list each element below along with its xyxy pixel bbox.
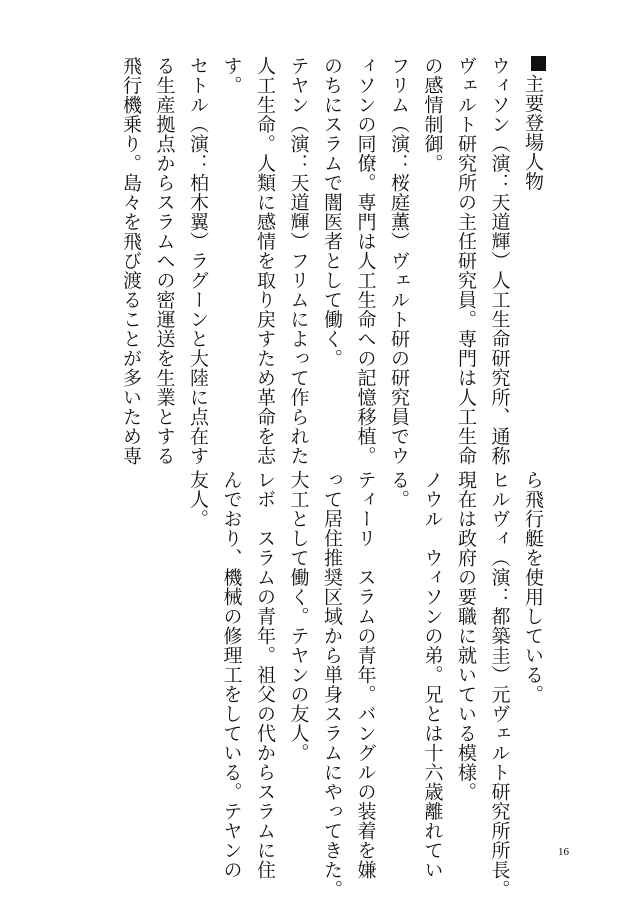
section-heading: 主要登場人物 [516, 56, 550, 456]
text-column: る。 [388, 470, 410, 509]
text-column: 人工生命。人類に感情を取り戻すため革命を志 [254, 56, 276, 466]
text-column: 大工として働く。テヤンの友人。 [287, 470, 310, 763]
upper-text-block [114, 56, 550, 466]
text-column: んでおり、機械の修理工をしている。テヤンの [220, 470, 243, 880]
text-column: ら飛行艇を使用している。 [522, 470, 544, 704]
text-column: 現在は政府の要職に就いている模様。 [455, 470, 477, 802]
text-column: フリム（演：桜庭薫）ヴェルト研の研究員でウ [388, 56, 410, 466]
text-column: テヤン（演：天道輝）フリムによって作られた [287, 56, 310, 466]
text-column: ノウル ウィソンの弟。兄とは十六歳離れてい [421, 470, 444, 880]
text-column: 飛行機乗り。島々を飛び渡ることが多いため専 [120, 56, 142, 466]
lower-text-block [181, 470, 550, 899]
text-column: セトル（演：柏木翼）ラグーンと大陸に点在す [187, 56, 209, 466]
text-column: レボ スラムの青年。祖父の代からスラムに住 [254, 470, 276, 880]
text-column: って居住推奨区域から単身スラムにやってきた。 [321, 470, 343, 899]
text-column: ィソンの同僚。専門は人工生命への記憶移植。 [354, 56, 377, 466]
text-column: ティーリ スラムの青年。バングルの装着を嫌 [354, 470, 377, 880]
text-column: のちにスラムで闇医者として働く。 [321, 56, 343, 368]
text-column: ウィソン（演：天道輝）人工生命研究所、通称 [488, 56, 511, 466]
text-column: す。 [220, 56, 243, 95]
page-number: 16 [558, 846, 569, 858]
black-square-icon [531, 56, 546, 71]
text-column: 友人。 [187, 470, 209, 529]
text-column: ヒルヴィ（演：都築圭）元ヴェルト研究所所長。 [488, 470, 511, 899]
text-column: の感情制御。 [421, 56, 444, 173]
text-column: ヴェルト研究所の主任研究員。専門は人工生命 [455, 56, 477, 466]
text-column: る生産拠点からスラムへの密運送を生業とする [153, 56, 176, 466]
